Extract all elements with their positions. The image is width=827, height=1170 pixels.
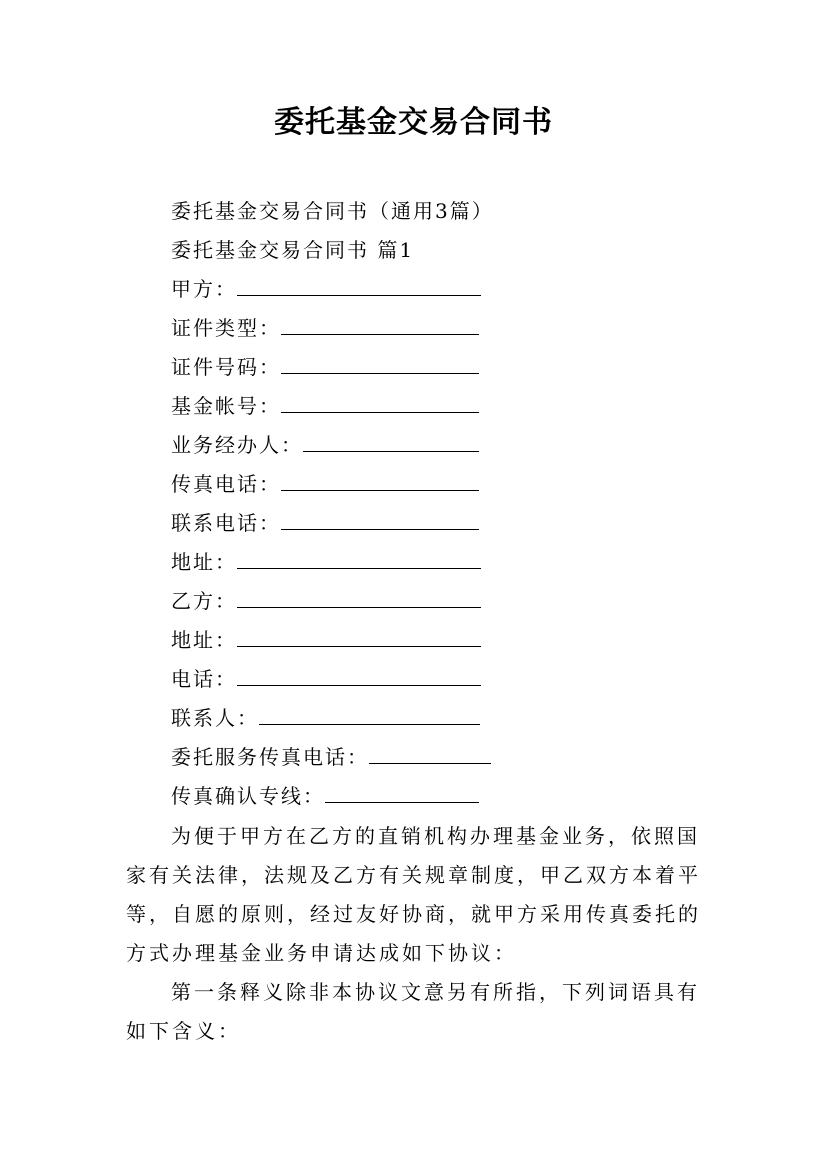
paragraph-text: 第一条释义除非本协议文意另有所指，下列词语具有如下含义：	[126, 980, 700, 1043]
field-label: 证件号码：	[171, 355, 281, 379]
field-label: 甲方：	[171, 277, 237, 301]
field-contact	[171, 704, 480, 732]
field-label: 委托服务传真电话：	[171, 745, 369, 769]
field-address-a	[171, 548, 481, 576]
fill-blank	[281, 394, 479, 413]
field-label: 地址：	[171, 550, 237, 574]
fill-blank	[369, 745, 491, 764]
field-party-b	[171, 587, 481, 615]
fill-blank	[281, 511, 479, 530]
fill-blank	[237, 667, 481, 686]
field-label: 乙方：	[171, 589, 237, 613]
fill-blank	[325, 784, 479, 803]
field-label: 业务经办人：	[171, 433, 303, 457]
fill-blank	[281, 355, 479, 374]
paragraph-text: 为便于甲方在乙方的直销机构办理基金业务，依照国家有关法律，法规及乙方有关规章制度，甲乙双方本着平等，自愿的原则，经过友好协商，就甲方采用传真委托的方式办理基金业务申请达成如下协议：	[126, 824, 701, 965]
field-id-type	[171, 314, 479, 342]
field-label: 基金帐号：	[171, 394, 281, 418]
article-paragraph	[126, 973, 716, 1051]
field-label: 电话：	[171, 667, 237, 691]
fill-blank	[237, 277, 481, 296]
field-telephone	[171, 665, 481, 693]
fill-blank	[259, 706, 480, 725]
fill-blank	[281, 472, 479, 491]
field-label: 联系电话：	[171, 511, 281, 535]
body-paragraph	[126, 817, 716, 973]
field-address-b	[171, 626, 481, 654]
fill-blank	[303, 433, 479, 452]
field-label: 传真电话：	[171, 472, 281, 496]
field-fax	[171, 470, 479, 498]
field-handler	[171, 431, 479, 459]
document-title: 委托基金交易合同书	[274, 105, 553, 140]
section-heading: 委托基金交易合同书 篇1	[171, 238, 415, 262]
field-label: 证件类型：	[171, 316, 281, 340]
field-label: 联系人：	[171, 706, 259, 730]
document-subtitle: 委托基金交易合同书（通用3篇）	[171, 199, 494, 223]
field-service-fax	[171, 743, 491, 771]
field-phone	[171, 509, 479, 537]
fill-blank	[237, 628, 481, 647]
field-fund-account	[171, 392, 479, 420]
field-fax-confirm	[171, 782, 479, 810]
fill-blank	[237, 550, 481, 569]
fill-blank	[281, 316, 479, 335]
field-label: 地址：	[171, 628, 237, 652]
fill-blank	[237, 589, 481, 608]
field-id-number	[171, 353, 479, 381]
field-party-a	[171, 275, 481, 303]
field-label: 传真确认专线：	[171, 784, 325, 808]
